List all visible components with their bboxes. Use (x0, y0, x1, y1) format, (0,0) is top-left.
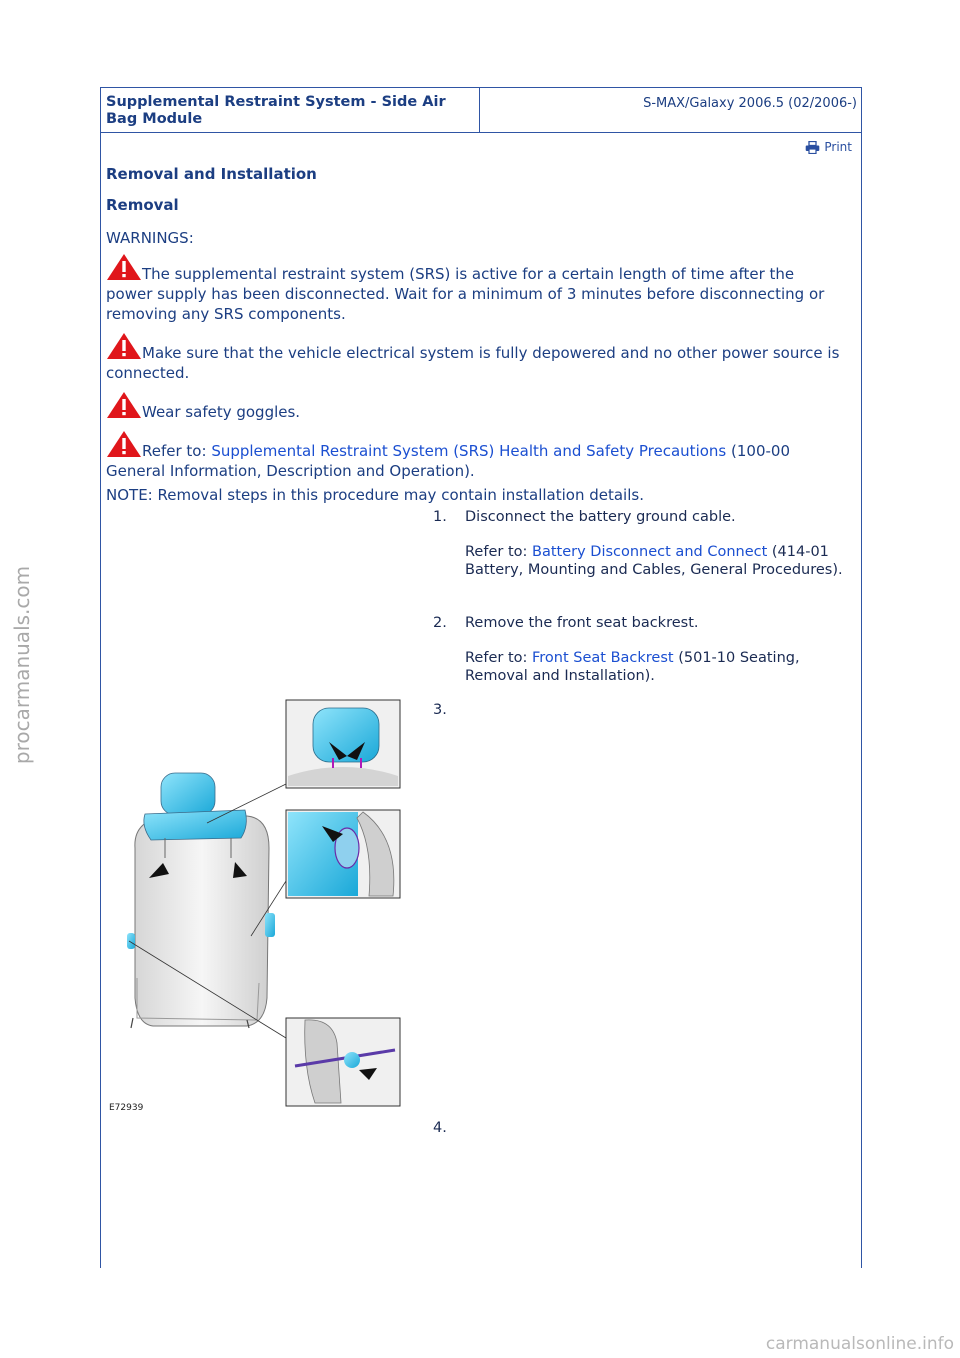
warning-icon (106, 430, 142, 458)
warning-icon (106, 253, 142, 281)
warning-icon (106, 332, 142, 360)
note-text: NOTE: Removal steps in this procedure may contain installation details. (106, 486, 644, 504)
warning-item (106, 430, 841, 481)
step-reference (465, 649, 843, 685)
header-divider (479, 88, 480, 132)
footer-watermark: carmanualsonline.info (765, 1334, 954, 1354)
subsection-title: Removal (106, 196, 179, 214)
step-number: 3. (433, 702, 447, 718)
seat-illustration (107, 698, 402, 1114)
print-button[interactable] (805, 140, 852, 154)
printer-icon (805, 141, 820, 154)
warning-item (106, 391, 841, 422)
step-text: Disconnect the battery ground cable. (465, 509, 736, 525)
warning-text: Make sure that the vehicle electrical system is fully depowered and no other power source is connected. (106, 344, 840, 382)
step-number: 2. (433, 615, 447, 631)
side-watermark (0, 540, 40, 790)
step-reference (465, 543, 843, 579)
srs-precautions-link[interactable]: Supplemental Restraint System (SRS) Health and Safety Precautions (211, 442, 727, 460)
step-number: 4. (433, 1120, 447, 1136)
step-text: Remove the front seat backrest. (465, 615, 699, 631)
page-header (101, 88, 861, 133)
warning-item (106, 332, 841, 383)
figure-code: E72939 (109, 1103, 144, 1113)
refer-suffix: (501-10 Seating, Removal and Installation). (465, 650, 800, 684)
battery-disconnect-link[interactable]: Battery Disconnect and Connect (532, 544, 768, 560)
section-title: Removal and Installation (106, 165, 317, 183)
side-watermark-text: procarmanuals.com (10, 565, 34, 765)
step-body (465, 614, 843, 685)
warning-icon (106, 391, 142, 419)
warnings-label: WARNINGS: (106, 229, 194, 247)
page-title: Supplemental Restraint System - Side Air Bag Module (106, 94, 446, 127)
warning-text: Wear safety goggles. (142, 403, 301, 421)
print-label: Print (824, 140, 852, 154)
manual-page-frame (100, 87, 862, 1268)
seat-diagram-graphic (107, 698, 402, 1114)
step-body (465, 508, 843, 579)
warning-item (106, 253, 841, 324)
refer-suffix: (414-01 Battery, Mounting and Cables, General Procedures). (465, 544, 843, 578)
warning-text: The supplemental restraint system (SRS) is active for a certain length of time after the power supply has been disconnected. Wait for a minimum of 3 minutes before disconnecting or removing any SRS components. (106, 265, 825, 323)
refer-prefix: Refer to: (142, 442, 212, 460)
refer-prefix: Refer to: (465, 544, 532, 560)
step-number: 1. (433, 509, 447, 525)
front-seat-backrest-link[interactable]: Front Seat Backrest (532, 650, 674, 666)
refer-prefix: Refer to: (465, 650, 532, 666)
refer-suffix: (100-00 General Information, Description and Operation). (106, 442, 790, 480)
model-label: S-MAX/Galaxy 2006.5 (02/2006-) (643, 96, 857, 111)
